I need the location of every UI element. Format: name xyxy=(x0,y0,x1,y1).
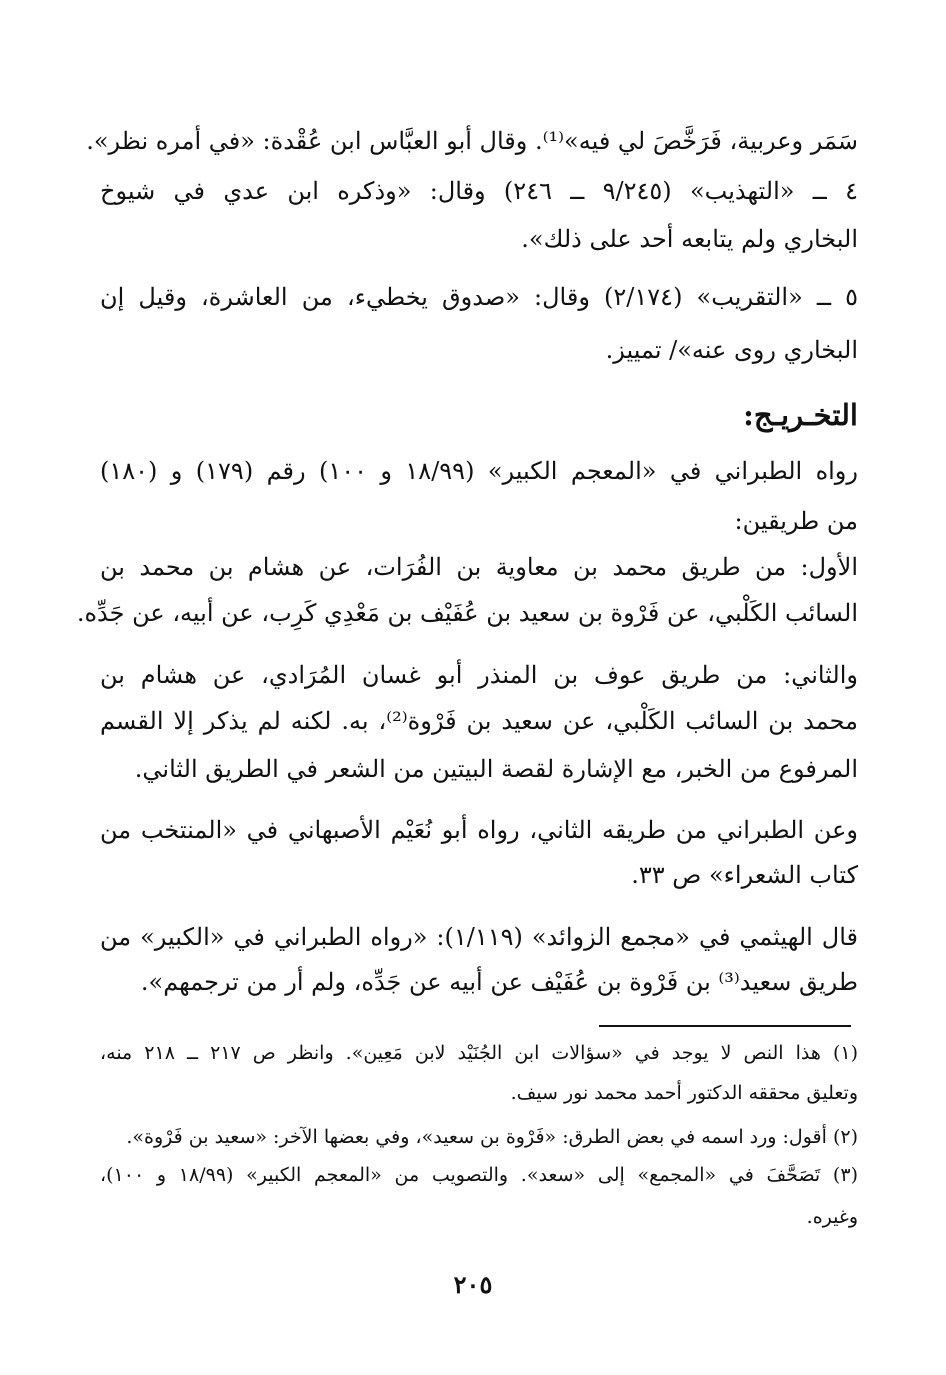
body-line: ٤ ــ «التهذيب» (٩/٢٤٥ ــ ٢٤٦) وقال: «وذكره ابن عدي في شيوخ xyxy=(100,177,859,205)
body-line: رواه الطبراني في «المعجم الكبير» (١٨/٩٩ و ١٠٠) رقم (١٧٩) و (١٨٠) xyxy=(100,457,858,485)
body-line: المرفوع من الخبر، مع الإشارة لقصة البيتين من الشعر في الطريق الثاني. xyxy=(134,755,858,783)
body-line: ٥ ــ «التقريب» (٢/١٧٤) وقال: «صدوق يخطيء، من العاشرة، وقيل إن xyxy=(100,283,858,311)
body-line: طريق سعيد⁽³⁾ بن فَرْوة بن عُفَيْف عن أبيه عن جَدِّه، ولم أر من ترجمهم». xyxy=(140,968,858,996)
section-heading: التخـريـج: xyxy=(743,398,858,432)
body-line: السائب الكَلْبي، عن فَرْوة بن سعيد بن عُفَيْف بن مَعْدِي كَرِب، عن أبيه، عن جَدِّه. xyxy=(76,599,858,627)
body-line: البخاري روى عنه»/ تمييز. xyxy=(605,336,858,364)
footnote-line: (١) هذا النص لا يوجد في «سؤالات ابن الجُنَيْد لابن مَعِين». وانظر ص ٢١٧ ــ ٢١٨ منه، xyxy=(100,1042,858,1064)
footnote-line: (٣) تَصَحَّفَ في «المجمع» إلى «سعد». والتصويب من «المعجم الكبير» (١٨/٩٩ و ١٠٠)، xyxy=(100,1164,858,1186)
footnote-line: وغيره. xyxy=(806,1206,858,1228)
body-line: البخاري ولم يتابعه أحد على ذلك». xyxy=(521,225,858,253)
body-line: والثاني: من طريق عوف بن المنذر أبو غسان المُرَادي، عن هشام بن xyxy=(100,661,858,689)
body-line: من طريقين: xyxy=(734,507,858,535)
body-line: سَمَر وعربية، فَرَخَّصَ لي فيه»⁽¹⁾. وقال أبو العبَّاس ابن عُقْدة: «في أمره نظر». xyxy=(86,127,858,155)
footnote-line: وتعليق محققه الدكتور أحمد محمد نور سيف. xyxy=(510,1082,858,1104)
page-number: ٢٠٥ xyxy=(453,1270,493,1299)
footnote-separator xyxy=(599,1025,851,1027)
footnote-line: (٢) أقول: ورد اسمه في بعض الطرق: «فَرْوة بن سعيد»، وفي بعضها الآخر: «سعيد بن فَرْوة». xyxy=(126,1126,858,1148)
body-line: قال الهيثمي في «مجمع الزوائد» (١/١١٩): «رواه الطبراني في «الكبير» من xyxy=(100,923,858,951)
body-line: وعن الطبراني من طريقه الثاني، رواه أبو نُعَيْم الأصبهاني في «المنتخب من xyxy=(100,816,858,844)
body-line: محمد بن السائب الكَلْبي، عن سعيد بن فَرْوة⁽²⁾، به. لكنه لم يذكر إلا القسم xyxy=(100,707,859,735)
body-line: الأول: من طريق محمد بن معاوية بن الفُرَات، عن هشام بن محمد بن xyxy=(100,553,858,581)
body-line: كتاب الشعراء» ص ٣٣. xyxy=(631,861,858,889)
